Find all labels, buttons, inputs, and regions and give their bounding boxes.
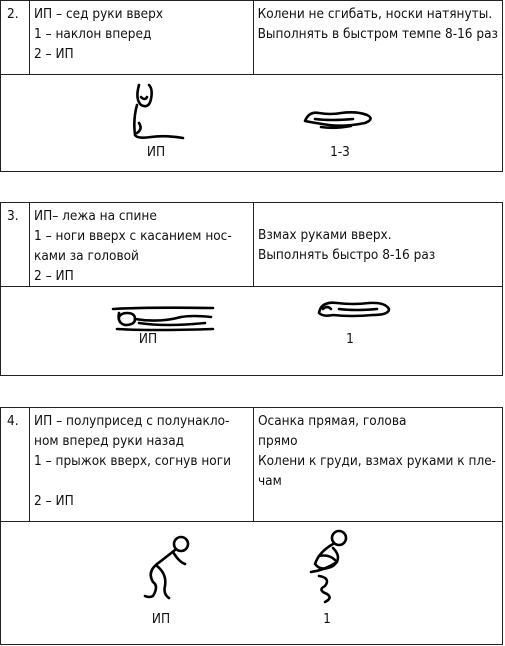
exercise-4-text-row	[1, 408, 502, 522]
exercise-4-figures	[1, 522, 502, 644]
legs-over-head-figure-icon	[315, 297, 395, 323]
tuck-jump-figure-icon	[303, 528, 353, 608]
note-line: Выполнять быстро 8-16 раз	[258, 247, 436, 263]
exercise-2-block	[0, 0, 503, 172]
description-line: ИП – полуприсед с полунакло-	[34, 413, 230, 429]
figure-caption: ИП	[151, 611, 171, 627]
note-line: Выполнять в быстром темпе 8-16 раз	[257, 26, 498, 42]
exercise-3-figures	[1, 287, 502, 375]
description-line: ИП– лежа на спине	[34, 208, 157, 224]
description-line: ИП – сед руки вверх	[33, 6, 164, 22]
note-line: прямо	[258, 433, 298, 449]
description-line: 2 – ИП	[33, 46, 74, 62]
figure-caption: 1	[323, 611, 331, 627]
exercise-4-block	[0, 407, 503, 645]
figure-caption: 1-3	[330, 144, 350, 160]
description-line: 2 – ИП	[34, 493, 74, 509]
exercise-number: 2.	[1, 1, 30, 74]
seated-arms-up-figure-icon	[127, 83, 197, 143]
forward-bend-figure-icon	[301, 109, 381, 133]
exercise-description	[30, 203, 254, 286]
exercise-number: 4.	[1, 408, 30, 521]
note-line: Колени не сгибать, носки натянуты.	[257, 6, 493, 22]
exercise-2-text-row	[1, 1, 502, 75]
exercise-description	[30, 1, 254, 74]
description-line: ками за головой	[34, 248, 139, 264]
description-line: 1 – прыжок вверх, согнув ноги	[34, 453, 231, 469]
description-line: ном вперед руки назад	[34, 433, 185, 449]
figure-caption: ИП	[138, 331, 158, 347]
exercise-notes	[254, 203, 502, 286]
exercise-description	[30, 408, 254, 521]
exercise-3-text-row	[1, 203, 502, 287]
description-line	[34, 471, 249, 491]
exercise-number: 3.	[1, 203, 30, 286]
figure-caption: ИП	[146, 144, 166, 160]
exercise-notes	[254, 1, 502, 74]
description-line: 2 – ИП	[34, 268, 74, 284]
note-line: чам	[258, 473, 282, 489]
description-line: 1 – ноги вверх с касанием нос-	[34, 228, 232, 244]
half-squat-figure-icon	[139, 534, 199, 604]
description-line: 1 – наклон вперед	[33, 26, 152, 42]
note-line: Взмах руками вверх.	[258, 227, 392, 243]
note-line: Колени к груди, взмах руками к пле-	[258, 453, 497, 469]
exercise-3-block	[0, 202, 503, 376]
lying-on-back-figure-icon	[109, 303, 219, 333]
note-line: Осанка прямая, голова	[258, 413, 407, 429]
exercise-2-figures	[1, 75, 502, 171]
exercise-notes	[254, 408, 502, 521]
figure-caption: 1	[346, 331, 354, 347]
